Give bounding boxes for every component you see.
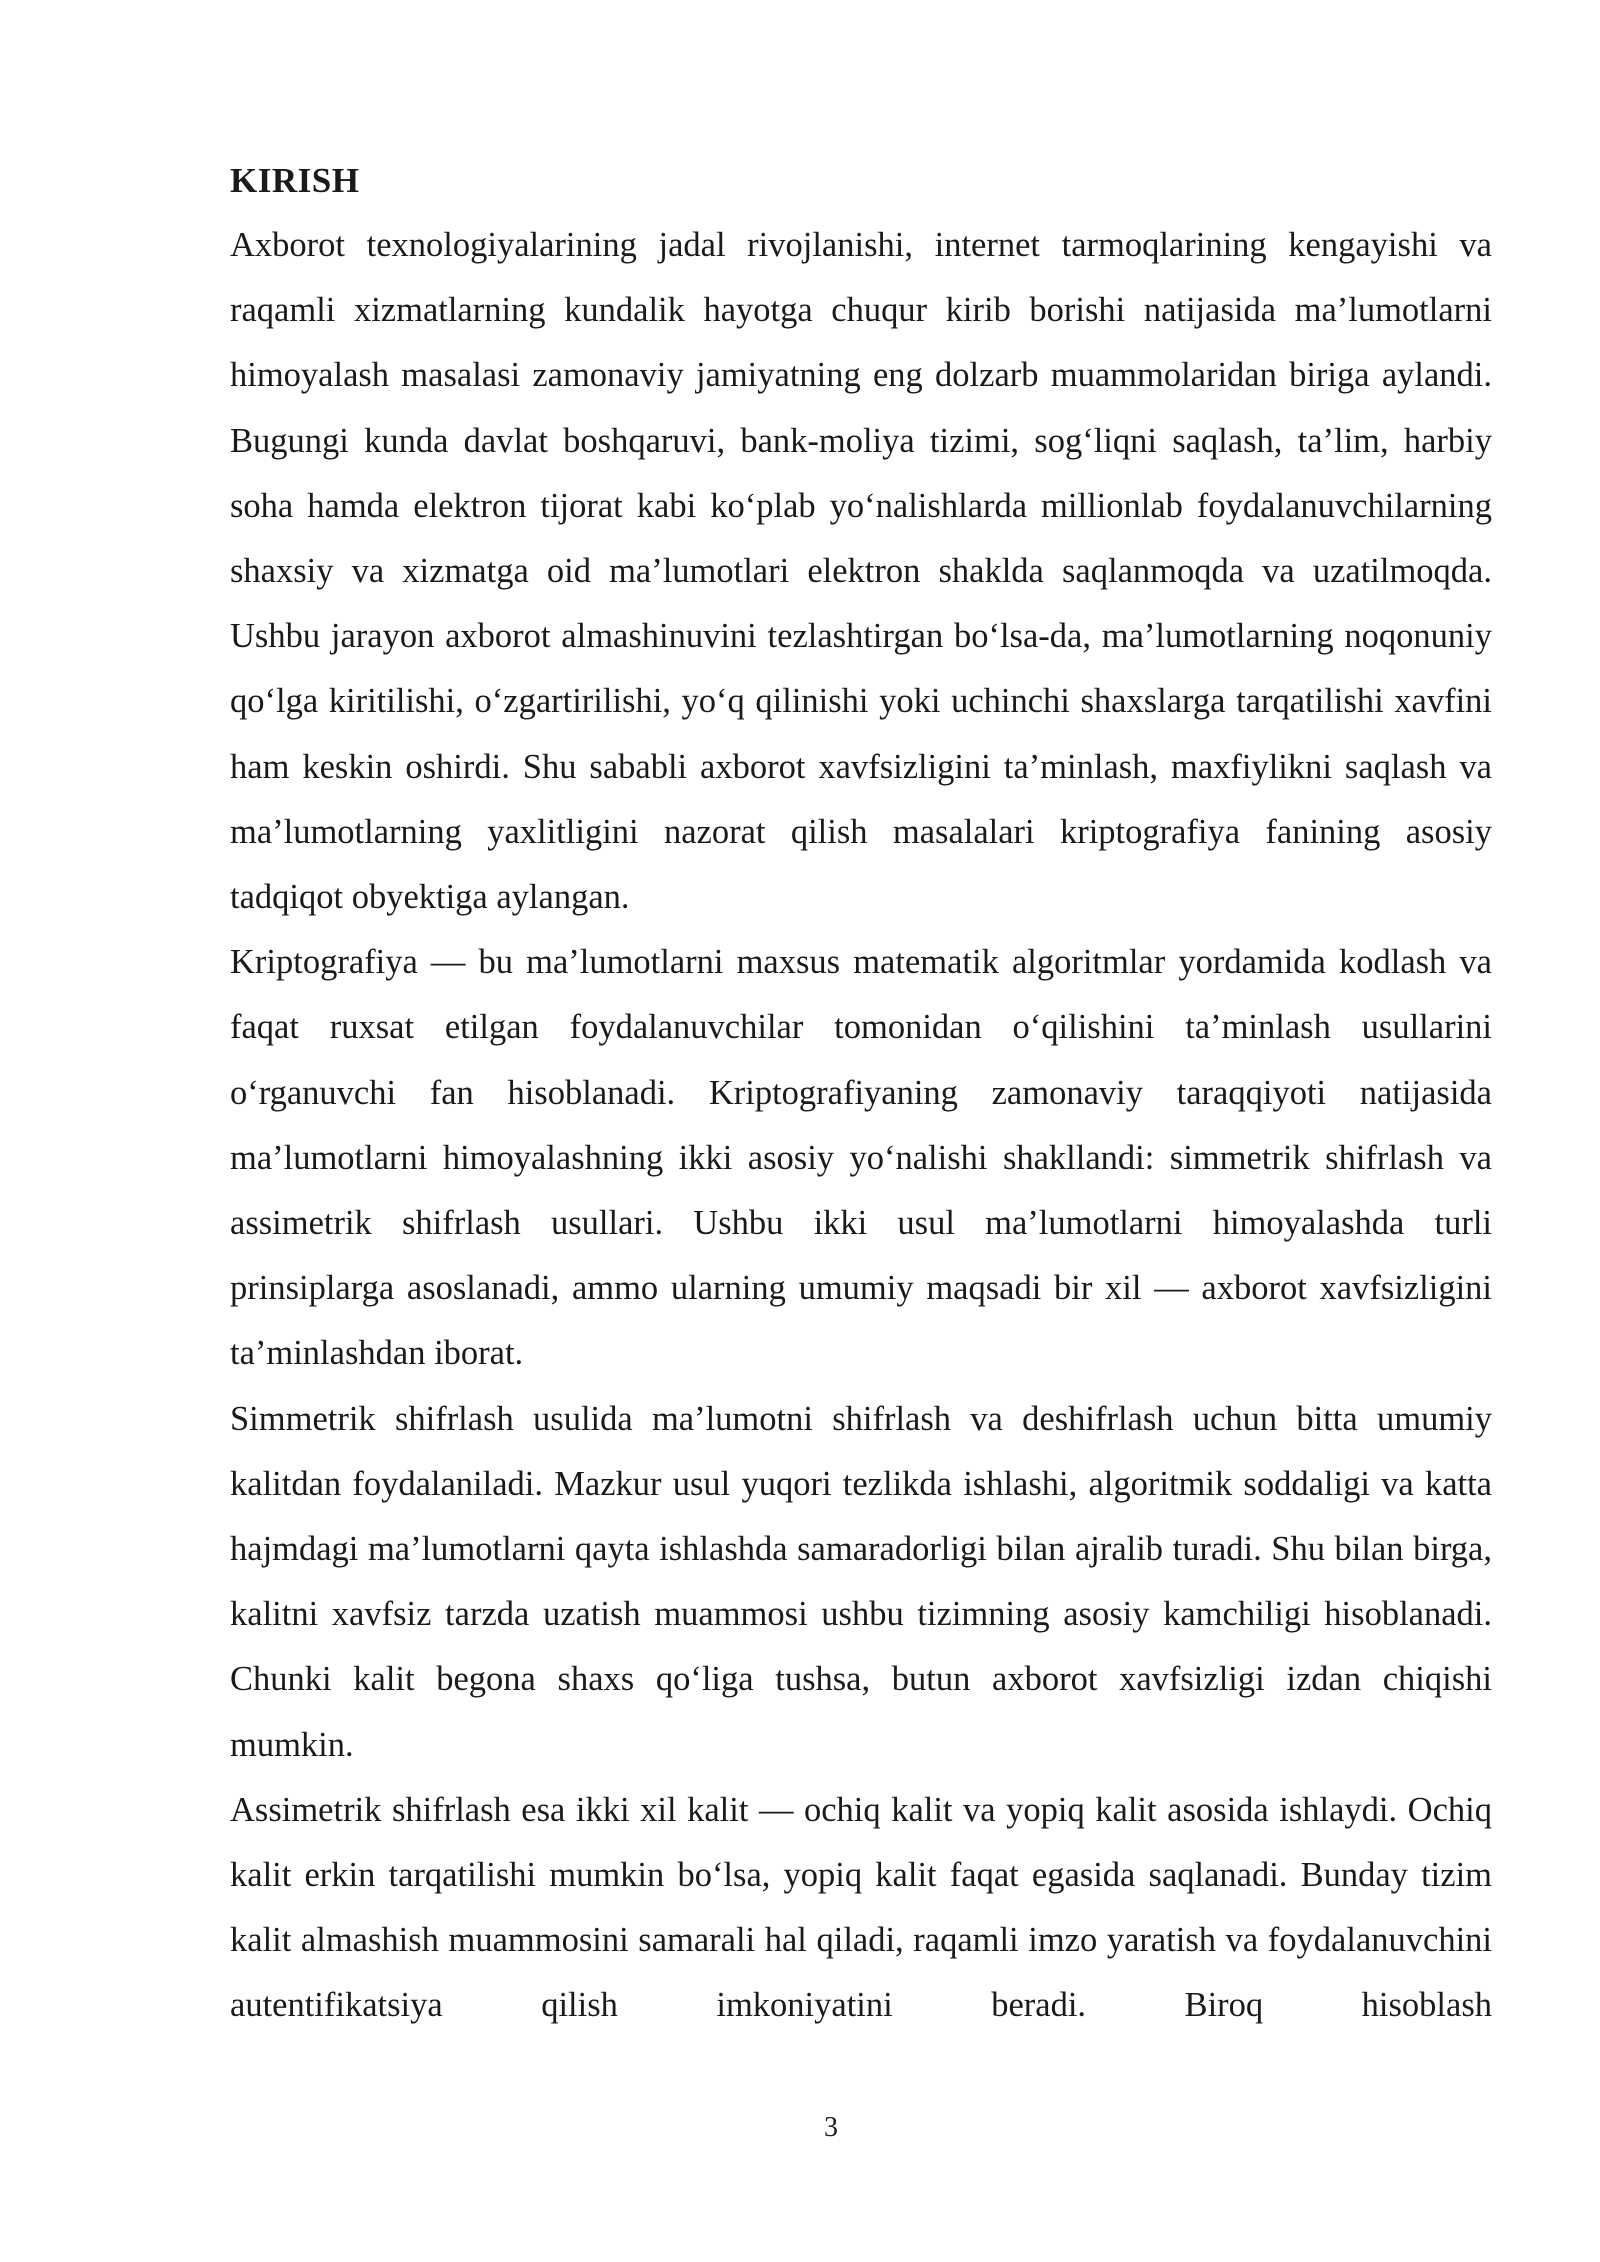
paragraph-cryptography: Kriptografiya — bu ma’lumotlarni maxsus matematik algoritmlar yordamida kodlash va faqat ruxsat etilgan foydalanuvchilar tomonidan o‘qilishini ta’minlash usullarini o‘rganuvchi fan hisoblanadi. Kriptografiyaning zamonaviy taraqqiyoti natijasida ma’lumotlarni himoyalashning ikki asosiy yo‘nalishi shakllandi: simmetrik shifrlash va assimetrik shifrlash usullari. Ushbu ikki usul ma’lumotlarni himoyalashda turli prinsiplarga asoslanadi, ammo ularning umumiy maqsadi bir xil — axborot xavfsizligini ta’minlashdan iborat.: [230, 943, 1492, 1373]
paragraph-symmetric: Simmetrik shifrlash usulida ma’lumotni shifrlash va deshifrlash uchun bitta umumiy kalitdan foydalaniladi. Mazkur usul yuqori tezlikda ishlashi, algoritmik soddaligi va katta hajmdagi ma’lumotlarni qayta ishlashda samaradorligi bilan ajralib turadi. Shu bilan birga, kalitni xavfsiz tarzda uzatish muammosi ushbu tizimning asosiy kamchiligi hisoblanadi. Chunki kalit begona shaxs qo‘liga tushsa, butun axborot xavfsizligi izdan chiqishi mumkin.: [230, 1399, 1492, 1764]
section-heading: KIRISH: [230, 161, 360, 200]
page-body: [230, 148, 1492, 2039]
page-number: 3: [824, 2112, 838, 2143]
paragraph-asymmetric: Assimetrik shifrlash esa ikki xil kalit — ochiq kalit va yopiq kalit asosida ishlaydi. Ochiq kalit erkin tarqatilishi mumkin bo‘lsa, yopiq kalit faqat egasida saqlanadi. Bunday tizim kalit almashish muammosini samarali hal qiladi, raqamli imzo yaratish va foydalanuvchini autentifikatsiya qilish imkoniyatini beradi. Biroq hisoblash: [230, 1790, 1492, 2025]
paragraph-introduction: Axborot texnologiyalarining jadal rivojlanishi, internet tarmoqlarining kengayishi va raqamli xizmatlarning kundalik hayotga chuqur kirib borishi natijasida ma’lumotlarni himoyalash masalasi zamonaviy jamiyatning eng dolzarb muammolaridan biriga aylandi. Bugungi kunda davlat boshqaruvi, bank-moliya tizimi, sog‘liqni saqlash, ta’lim, harbiy soha hamda elektron tijorat kabi ko‘plab yo‘nalishlarda millionlab foydalanuvchilarning shaxsiy va xizmatga oid ma’lumotlari elektron shaklda saqlanmoqda va uzatilmoqda. Ushbu jarayon axborot almashinuvini tezlashtirgan bo‘lsa-da, ma’lumotlarning noqonuniy qo‘lga kiritilishi, o‘zgartirilishi, yo‘q qilinishi yoki uchinchi shaxslarga tarqatilishi xavfini ham keskin oshirdi. Shu sababli axborot xavfsizligini ta’minlash, maxfiylikni saqlash va ma’lumotlarning yaxlitligini nazorat qilish masalalari kriptografiya fanining asosiy tadqiqot obyektiga aylangan.: [230, 226, 1492, 917]
